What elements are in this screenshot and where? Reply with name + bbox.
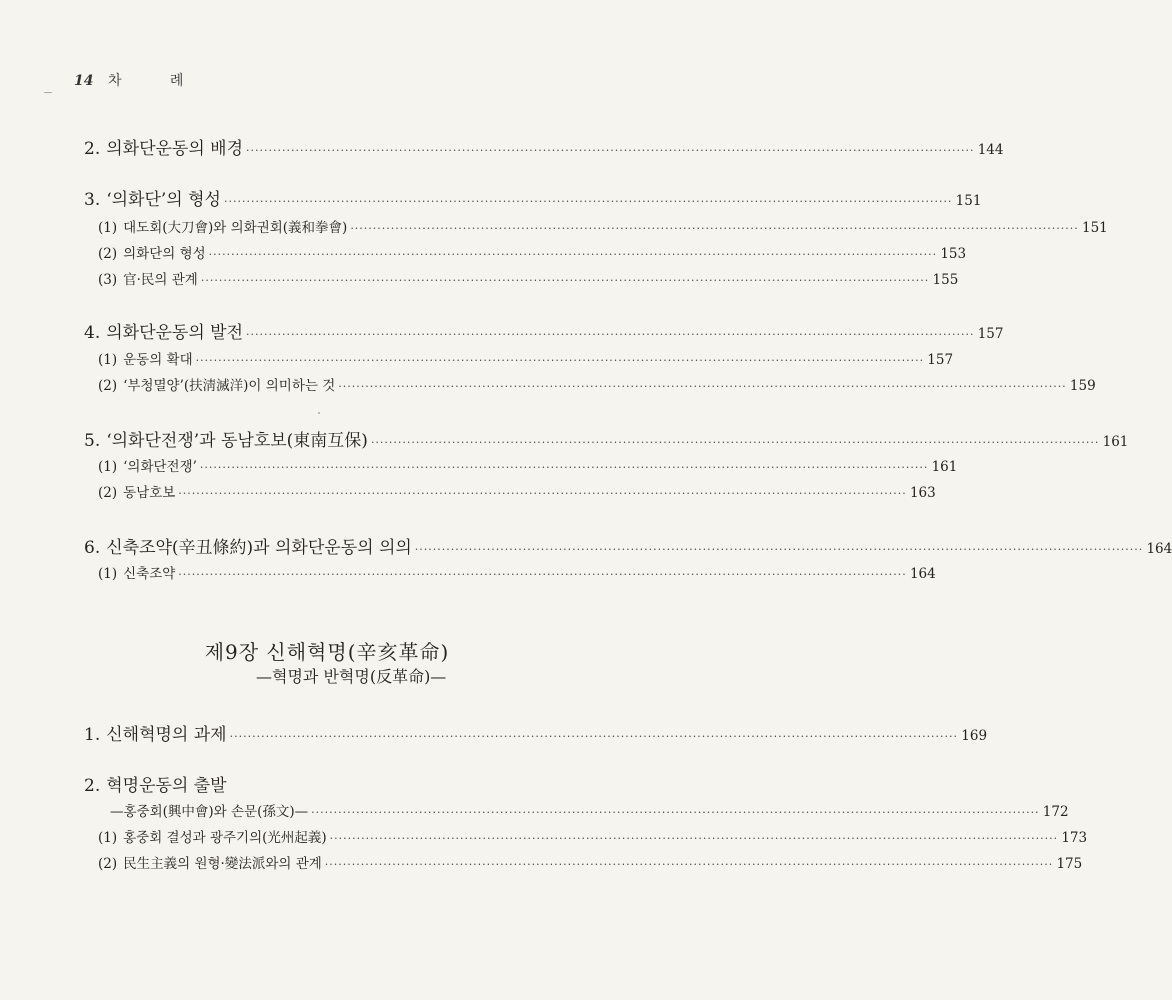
entry-page: 144 xyxy=(977,142,1004,158)
entry-page: 157 xyxy=(977,326,1004,342)
subentry-page: 163 xyxy=(909,485,936,501)
toc-subentry[interactable] xyxy=(0,216,1108,236)
subentry-number: (2) xyxy=(98,246,118,262)
subentry-title: 民生主義의 원형·變法派와의 관계 xyxy=(123,856,322,872)
toc-subentry[interactable] xyxy=(0,481,936,501)
dot-leader xyxy=(311,806,1039,819)
subentry-page: 173 xyxy=(1061,830,1088,846)
entry-title: 의화단운동의 배경 xyxy=(106,139,244,159)
toc-entry[interactable] xyxy=(0,134,1004,159)
toc-entry[interactable] xyxy=(0,771,624,796)
dot-leader xyxy=(200,461,928,474)
toc-subentry[interactable] xyxy=(0,852,1083,872)
toc-subentry[interactable] xyxy=(0,242,967,262)
subentry-page: 153 xyxy=(940,246,967,262)
entry-title: ‘의화단’의 형성 xyxy=(106,190,221,210)
running-head-title: 차 례 xyxy=(107,73,206,89)
subentry-title: 官·民의 관계 xyxy=(123,272,198,288)
subentry-number: (1) xyxy=(98,566,118,582)
entry-title: ‘의화단전쟁’과 동남호보(東南互保) xyxy=(106,431,368,451)
dot-leader xyxy=(196,354,924,367)
toc-entry[interactable] xyxy=(0,185,982,210)
subentry-page: 151 xyxy=(1081,220,1108,236)
subentry-number: (3) xyxy=(98,272,118,288)
chapter-subtitle: —혁명과 반혁명(反革命)— xyxy=(256,667,447,686)
subentry-title: ‘부청멸양’(扶淸滅洋)이 의미하는 것 xyxy=(123,378,336,394)
subentry-title: 홍중회 결성과 광주기의(光州起義) xyxy=(123,830,327,846)
entry-page: 151 xyxy=(955,193,982,209)
toc-entry[interactable] xyxy=(0,533,1172,558)
subentry-page: 172 xyxy=(1042,804,1069,820)
dot-leader xyxy=(246,328,974,341)
subentry-page: 157 xyxy=(927,352,954,368)
dot-leader xyxy=(371,436,1099,449)
subentry-page: 159 xyxy=(1069,378,1096,394)
dot-leader xyxy=(325,858,1053,871)
entry-page: 161 xyxy=(1102,434,1129,450)
subentry-title: —홍중회(興中會)와 손문(孫文)— xyxy=(110,804,309,820)
dot-leader xyxy=(415,543,1143,556)
toc-subentry[interactable] xyxy=(0,800,1069,820)
paper-speck xyxy=(44,92,52,93)
chapter-title: 제9장 신해혁명(辛亥革命) xyxy=(204,640,450,664)
toc-entry[interactable] xyxy=(0,426,1129,451)
dot-leader xyxy=(350,222,1078,235)
dot-leader xyxy=(178,487,906,500)
dot-leader xyxy=(178,568,906,581)
page-number: 14 xyxy=(74,73,94,89)
dot-leader xyxy=(224,195,952,208)
entry-number: 4. xyxy=(84,323,101,343)
toc-entry[interactable] xyxy=(0,318,1004,343)
subentry-page: 164 xyxy=(909,566,936,582)
toc-subentry[interactable] xyxy=(0,268,959,288)
subentry-number: (1) xyxy=(98,830,118,846)
toc-subentry[interactable] xyxy=(0,826,1088,846)
subentry-page: 161 xyxy=(931,459,958,475)
subentry-page: 175 xyxy=(1056,856,1083,872)
subentry-title: 동남호보 xyxy=(123,485,176,501)
dot-leader xyxy=(338,380,1066,393)
subentry-number: (2) xyxy=(98,856,118,872)
subentry-number: (2) xyxy=(98,378,118,394)
subentry-title: 운동의 확대 xyxy=(123,352,193,368)
dot-leader xyxy=(230,730,958,743)
entry-number: 3. xyxy=(84,190,101,210)
toc-subentry[interactable] xyxy=(0,374,1096,394)
entry-page: 169 xyxy=(961,728,988,744)
subentry-number: (2) xyxy=(98,485,118,501)
entry-title: 신해혁명의 과제 xyxy=(106,725,227,745)
entry-title: 신축조약(辛丑條約)과 의화단운동의 의의 xyxy=(106,538,412,558)
subentry-title: ‘의화단전쟁’ xyxy=(123,459,197,475)
running-head xyxy=(74,70,205,90)
entry-title: 의화단운동의 발전 xyxy=(106,323,244,343)
subentry-number: (1) xyxy=(98,352,118,368)
subentry-title: 의화단의 형성 xyxy=(123,246,206,262)
toc-subentry[interactable] xyxy=(0,562,936,582)
subentry-title: 대도회(大刀會)와 의화권회(義和拳會) xyxy=(123,220,348,236)
dot-leader xyxy=(201,274,929,287)
subentry-number: (1) xyxy=(98,220,118,236)
subentry-number: (1) xyxy=(98,459,118,475)
entry-number: 2. xyxy=(84,139,101,159)
entry-number: 5. xyxy=(84,431,101,451)
entry-number: 1. xyxy=(84,725,101,745)
dot-leader xyxy=(330,832,1058,845)
toc-subentry[interactable] xyxy=(0,348,954,368)
toc-entry[interactable] xyxy=(0,720,988,745)
dot-leader xyxy=(246,144,974,157)
entry-title: 혁명운동의 출발 xyxy=(106,776,227,796)
entry-number: 6. xyxy=(84,538,101,558)
subentry-page: 155 xyxy=(932,272,959,288)
paper-speck xyxy=(318,412,320,414)
toc-subentry[interactable] xyxy=(0,455,958,475)
entry-page: 164 xyxy=(1146,541,1172,557)
dot-leader xyxy=(209,248,937,261)
subentry-title: 신축조약 xyxy=(123,566,176,582)
entry-number: 2. xyxy=(84,776,101,796)
